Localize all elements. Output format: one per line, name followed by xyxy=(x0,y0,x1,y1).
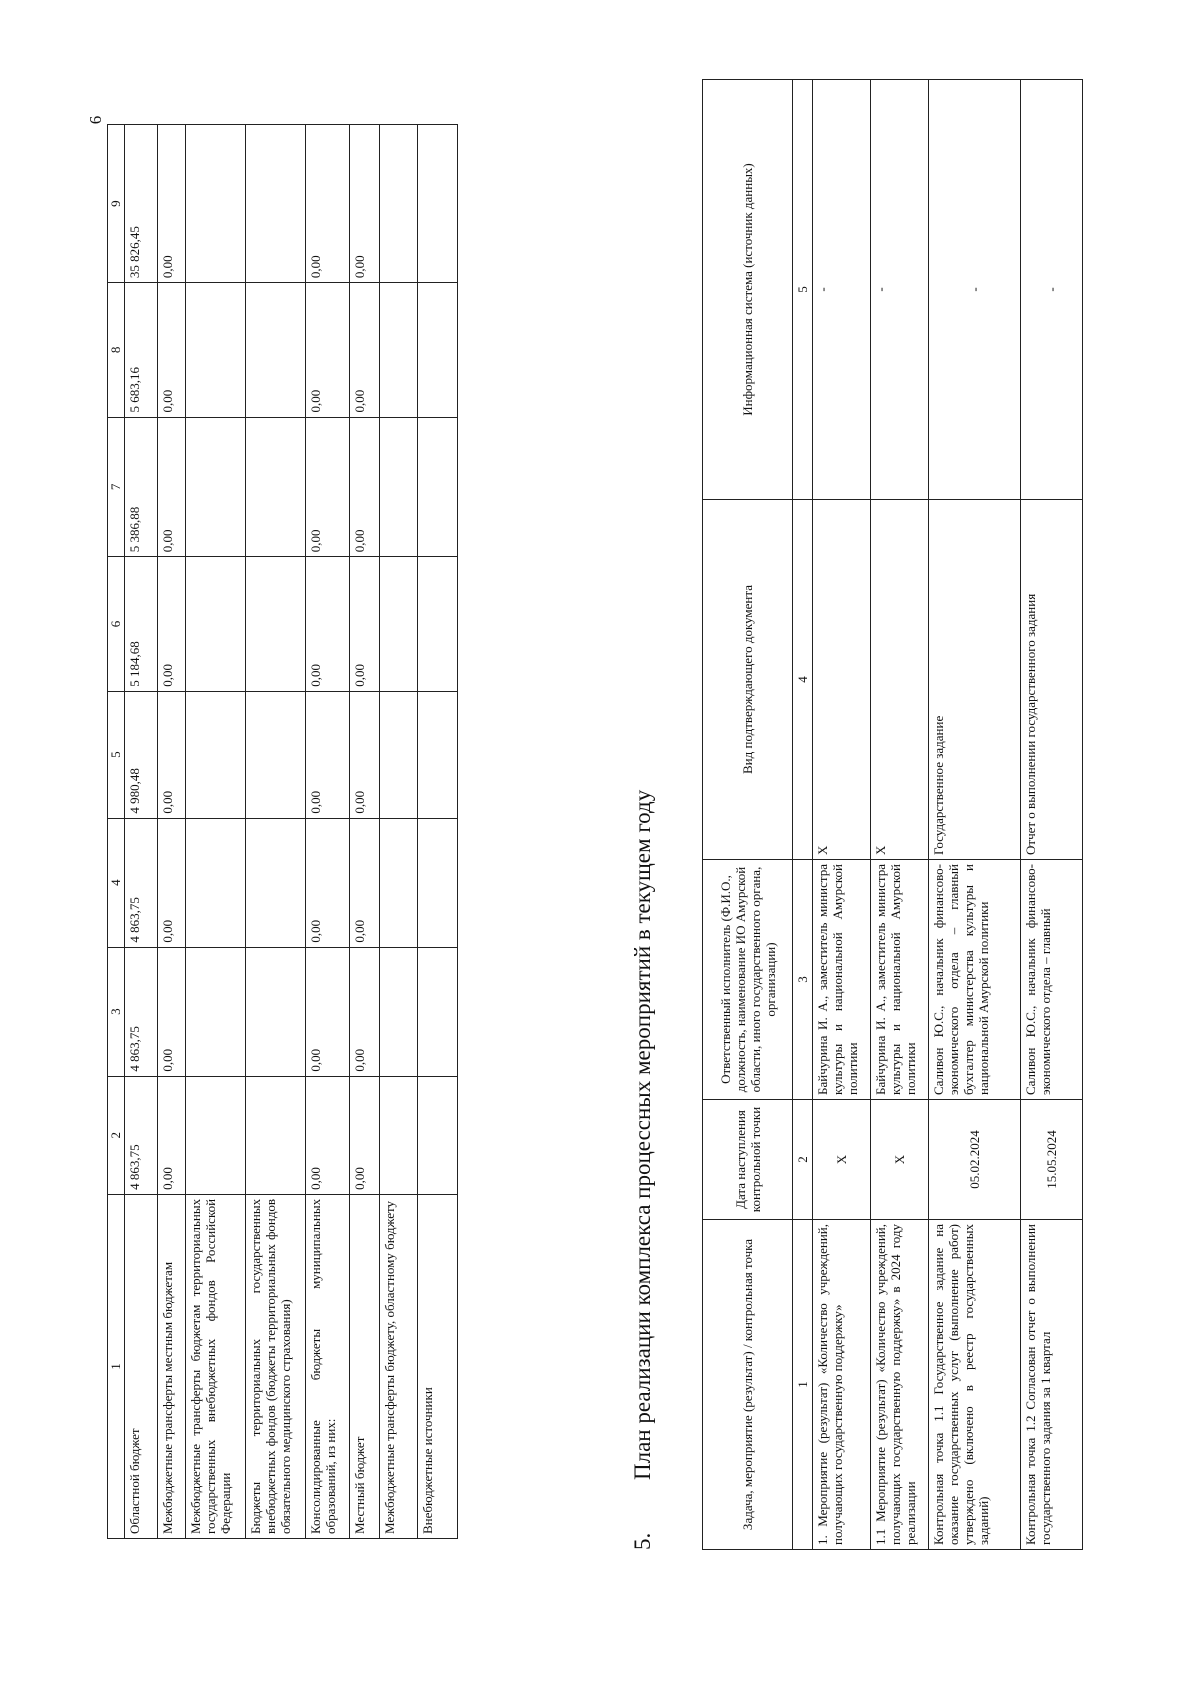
budget-row xyxy=(158,125,186,1539)
budget-cell xyxy=(186,283,246,417)
budget-row-label: Межбюджетные трансферты местным бюджетам xyxy=(158,1194,186,1538)
budget-cell xyxy=(418,1076,458,1194)
plan-document-cell: X xyxy=(813,500,871,860)
plan-executor-cell: Байчурина И. А., заместитель министра культуры и национальной Амурской политики xyxy=(871,860,929,1100)
plan-row xyxy=(929,80,1021,1550)
budget-row xyxy=(380,125,418,1539)
budget-cell: 0,00 xyxy=(158,691,186,818)
budget-cell: 0,00 xyxy=(306,1076,350,1194)
budget-header-cell: 4 xyxy=(108,818,125,947)
budget-cell: 0,00 xyxy=(158,557,186,691)
budget-cell: 0,00 xyxy=(306,283,350,417)
budget-cell: 0,00 xyxy=(306,417,350,557)
budget-cell: 0,00 xyxy=(158,283,186,417)
budget-cell xyxy=(246,818,306,947)
plan-header-cell: Дата наступления контрольной точки xyxy=(703,1100,793,1220)
budget-cell: 0,00 xyxy=(306,691,350,818)
budget-row-label: Местный бюджет xyxy=(350,1194,380,1538)
budget-cell: 0,00 xyxy=(350,947,380,1076)
budget-cell: 0,00 xyxy=(158,947,186,1076)
budget-cell: 4 863,75 xyxy=(125,818,158,947)
page-number: 6 xyxy=(86,115,105,125)
budget-cell xyxy=(186,818,246,947)
budget-header-cell: 9 xyxy=(108,125,125,283)
plan-date-cell: 05.02.2024 xyxy=(929,1100,1021,1220)
budget-row-label: Консолидированные бюджеты муниципальных образований, из них: xyxy=(306,1194,350,1538)
budget-header-cell: 7 xyxy=(108,417,125,557)
budget-cell: 0,00 xyxy=(350,283,380,417)
budget-cell: 0,00 xyxy=(350,1076,380,1194)
budget-row xyxy=(246,125,306,1539)
plan-header-row xyxy=(703,80,793,1550)
budget-row-label: Межбюджетные трансферты бюджету, областному бюджету xyxy=(380,1194,418,1538)
plan-row xyxy=(871,80,929,1550)
plan-row xyxy=(813,80,871,1550)
plan-document-cell: Государственное задание xyxy=(929,500,1021,860)
section-title: План реализации комплекса процессных мероприятий в текущем году xyxy=(630,789,655,1480)
plan-number-cell: 3 xyxy=(793,860,813,1100)
budget-cell: 0,00 xyxy=(350,125,380,283)
plan-document-cell: X xyxy=(871,500,929,860)
budget-cell: 0,00 xyxy=(158,818,186,947)
budget-cell: 0,00 xyxy=(306,125,350,283)
budget-header-cell: 2 xyxy=(108,1076,125,1194)
budget-row xyxy=(306,125,350,1539)
plan-date-cell: X xyxy=(813,1100,871,1220)
plan-header-cell: Вид подтверждающего документа xyxy=(703,500,793,860)
section-number: 5. xyxy=(630,1532,655,1550)
budget-cell xyxy=(418,125,458,283)
budget-cell: 5 683,16 xyxy=(125,283,158,417)
plan-row xyxy=(1021,80,1083,1550)
plan-table xyxy=(702,79,1083,1550)
budget-cell: 5 184,68 xyxy=(125,557,158,691)
budget-cell xyxy=(380,283,418,417)
landscape-page xyxy=(60,60,1059,1550)
budget-cell: 4 863,75 xyxy=(125,947,158,1076)
budget-cell: 0,00 xyxy=(158,125,186,283)
budget-cell xyxy=(246,947,306,1076)
plan-number-cell: 1 xyxy=(793,1220,813,1550)
budget-cell xyxy=(186,947,246,1076)
budget-cell xyxy=(186,691,246,818)
budget-cell: 4 863,75 xyxy=(125,1076,158,1194)
budget-cell xyxy=(380,417,418,557)
budget-cell: 0,00 xyxy=(158,1076,186,1194)
budget-row xyxy=(418,125,458,1539)
budget-cell xyxy=(246,417,306,557)
plan-executor-cell: Байчурина И. А., заместитель министра культуры и национальной Амурской политики xyxy=(813,860,871,1100)
budget-row-label: Межбюджетные трансферты бюджетам территориальных государственных внебюджетных фондов Российской Федерации xyxy=(186,1194,246,1538)
budget-row xyxy=(125,125,158,1539)
budget-cell xyxy=(380,818,418,947)
plan-source-cell: - xyxy=(871,80,929,500)
budget-cell xyxy=(246,1076,306,1194)
plan-header-cell: Задача, мероприятие (результат) / контрольная точка xyxy=(703,1220,793,1550)
budget-header-cell: 6 xyxy=(108,557,125,691)
budget-cell xyxy=(418,417,458,557)
plan-header-cell: Ответственный исполнитель (Ф.И.О., должность, наименование ИО Амурской области, иного государственного органа, организации) xyxy=(703,860,793,1100)
plan-source-cell: - xyxy=(813,80,871,500)
plan-number-cell: 2 xyxy=(793,1100,813,1220)
plan-date-cell: 15.05.2024 xyxy=(1021,1100,1083,1220)
budget-header-cell: 3 xyxy=(108,947,125,1076)
plan-source-cell: - xyxy=(929,80,1021,500)
budget-row xyxy=(350,125,380,1539)
budget-cell: 0,00 xyxy=(306,818,350,947)
budget-cell: 0,00 xyxy=(158,417,186,557)
plan-task-cell: Контрольная точка 1.1 Государственное задание на оказание государственных услуг (выполнение работ) утверждено (включено в реестр государственных заданий) xyxy=(929,1220,1021,1550)
budget-cell xyxy=(246,283,306,417)
plan-task-cell: 1. Мероприятие (результат) «Количество учреждений, получающих государственную поддержку» xyxy=(813,1220,871,1550)
budget-cell xyxy=(246,557,306,691)
budget-row-label: Внебюджетные источники xyxy=(418,1194,458,1538)
budget-row-label: Областной бюджет xyxy=(125,1194,158,1538)
budget-cell: 35 826,45 xyxy=(125,125,158,283)
budget-cell xyxy=(418,818,458,947)
budget-cell xyxy=(380,125,418,283)
budget-cell xyxy=(380,947,418,1076)
budget-cell xyxy=(418,947,458,1076)
budget-cell xyxy=(418,691,458,818)
budget-header-cell: 1 xyxy=(108,1194,125,1538)
budget-header-cell: 8 xyxy=(108,283,125,417)
plan-executor-cell: Саливон Ю.С., начальник финансово-экономического отдела – главный бухгалтер министерства культуры и национальной Амурской политики xyxy=(929,860,1021,1100)
budget-header-row xyxy=(108,125,125,1539)
section-heading xyxy=(630,120,656,1550)
plan-number-row xyxy=(793,80,813,1550)
plan-header-cell: Информационная система (источник данных) xyxy=(703,80,793,500)
plan-source-cell: - xyxy=(1021,80,1083,500)
budget-cell xyxy=(380,691,418,818)
budget-cell: 0,00 xyxy=(306,947,350,1076)
budget-cell xyxy=(246,125,306,283)
budget-row xyxy=(186,125,246,1539)
budget-cell xyxy=(186,417,246,557)
budget-cell xyxy=(418,557,458,691)
budget-cell xyxy=(246,691,306,818)
plan-number-cell: 5 xyxy=(793,80,813,500)
budget-row-label: Бюджеты территориальных государственных внебюджетных фондов (бюджеты территориальных фондов обязательного медицинского страхования) xyxy=(246,1194,306,1538)
budget-cell: 0,00 xyxy=(350,818,380,947)
budget-cell xyxy=(186,557,246,691)
plan-document-cell: Отчет о выполнении государственного задания xyxy=(1021,500,1083,860)
budget-cell xyxy=(418,283,458,417)
budget-cell: 4 980,48 xyxy=(125,691,158,818)
budget-cell: 0,00 xyxy=(350,417,380,557)
plan-executor-cell: Саливон Ю.С., начальник финансово-экономического отдела – главный xyxy=(1021,860,1083,1100)
budget-cell xyxy=(186,125,246,283)
budget-cell: 0,00 xyxy=(350,691,380,818)
budget-header-cell: 5 xyxy=(108,691,125,818)
plan-task-cell: Контрольная точка 1.2 Согласован отчет о выполнении государственного задания за 1 квартал xyxy=(1021,1220,1083,1550)
budget-cell: 5 386,88 xyxy=(125,417,158,557)
budget-cell: 0,00 xyxy=(350,557,380,691)
plan-date-cell: X xyxy=(871,1100,929,1220)
budget-cell xyxy=(380,557,418,691)
budget-cell xyxy=(186,1076,246,1194)
budget-cell: 0,00 xyxy=(306,557,350,691)
plan-number-cell: 4 xyxy=(793,500,813,860)
plan-task-cell: 1.1 Мероприятие (результат) «Количество учреждений, получающих государственную поддержку» в 2024 году реализации xyxy=(871,1220,929,1550)
budget-cell xyxy=(380,1076,418,1194)
budget-table xyxy=(107,124,458,1539)
